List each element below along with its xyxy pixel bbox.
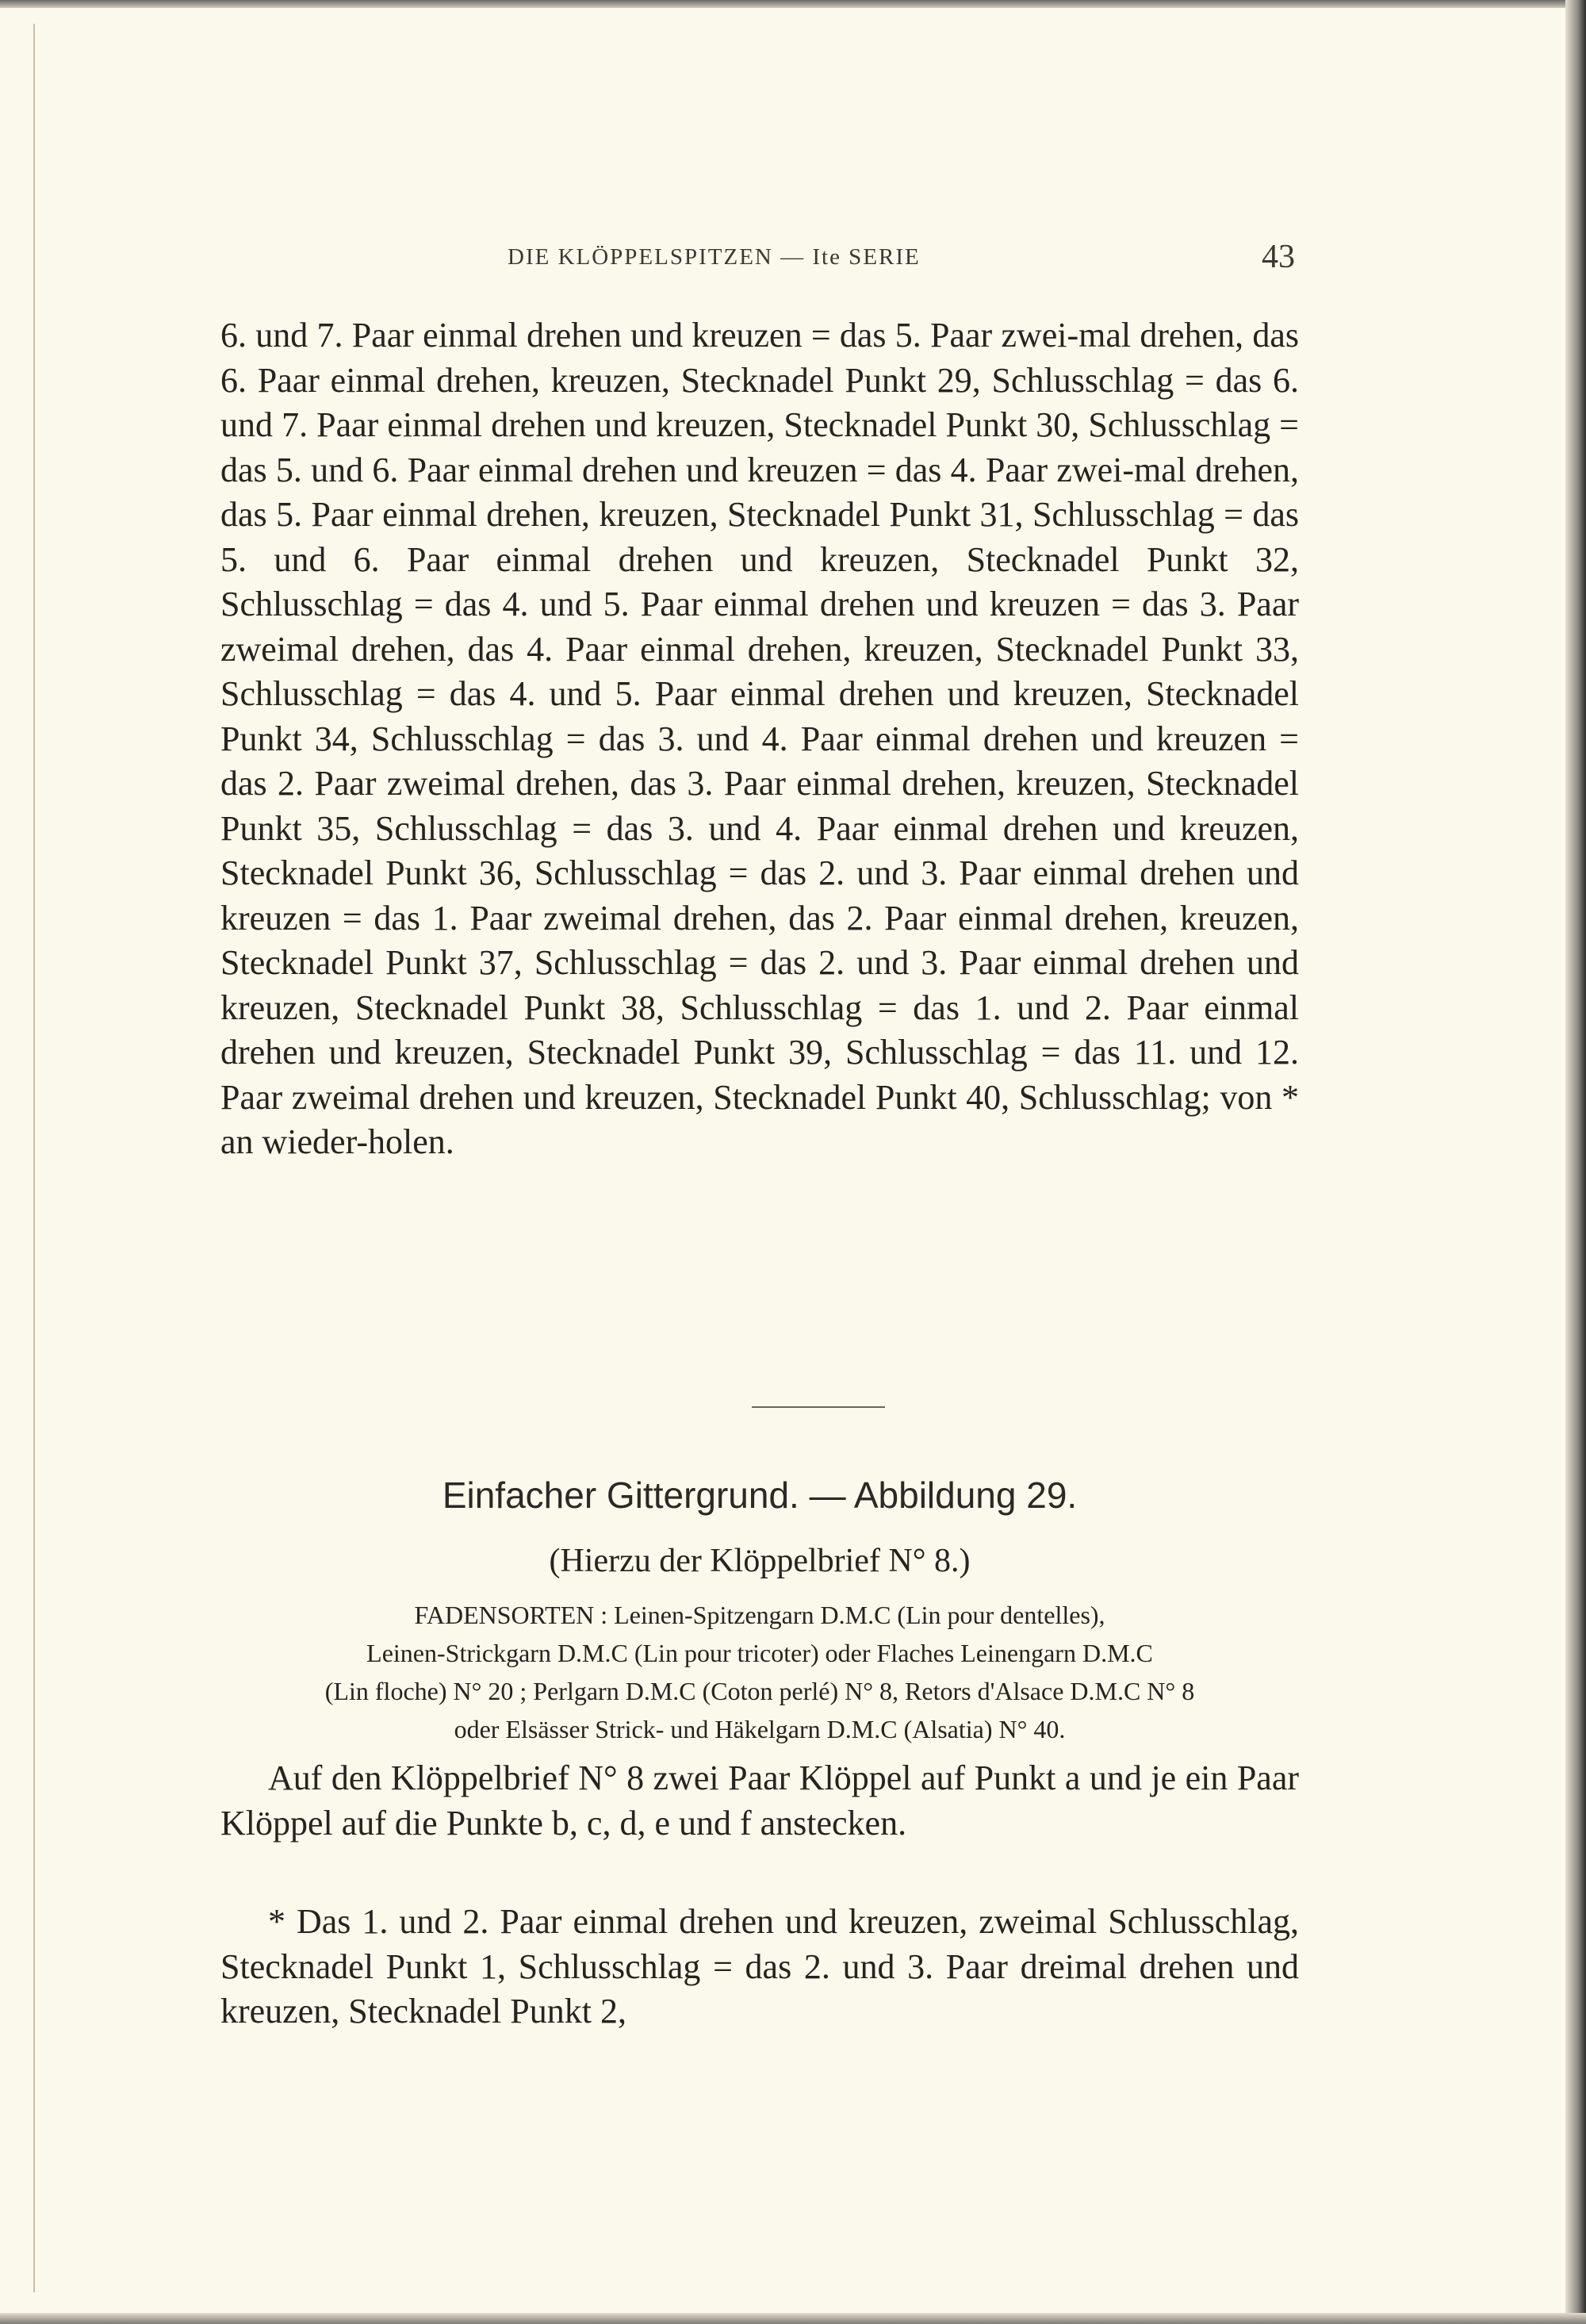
running-header: DIE KLÖPPELSPITZEN — Ite SERIE [508,244,921,270]
thread-line: oder Elsässer Strick- und Häkelgarn D.M.C (Alsatia) N° 40. [454,1715,1066,1743]
page-edge-top [0,0,1586,8]
page-edge-bottom [0,2313,1586,2324]
continuation-text: 6. und 7. Paar einmal drehen und kreuzen = das 5. Paar zwei-mal drehen, das 6. Paar einmal drehen, kreuzen, Stecknadel Punkt 29, Schlusschlag = das 6. und 7. Paar einmal drehen und kreuzen, Stecknadel Punkt 30, Schlusschlag = das 5. und 6. Paar einmal drehen und kreuzen = das 4. Paar zwei-mal drehen, das 5. Paar einmal drehen, kreuzen, Stecknadel Punkt 31, Schlusschlag = das 5. und 6. Paar einmal drehen und kreuzen, Stecknadel Punkt 32, Schlusschlag = das 4. und 5. Paar einmal drehen und kreuzen = das 3. Paar zweimal drehen, das 4. Paar einmal drehen, kreuzen, Stecknadel Punkt 33, Schlusschlag = das 4. und 5. Paar einmal drehen und kreuzen, Stecknadel Punkt 34, Schlusschlag = das 3. und 4. Paar einmal drehen und kreuzen = das 2. Paar zweimal drehen, das 3. Paar einmal drehen, kreuzen, Stecknadel Punkt 35, Schlusschlag = das 3. und 4. Paar einmal drehen und kreuzen, Stecknadel Punkt 36, Schlusschlag = das 2. und 3. Paar einmal drehen und kreuzen = das 1. Paar zweimal drehen, das 2. Paar einmal drehen, kreuzen, Stecknadel Punkt 37, Schlusschlag = das 2. und 3. Paar einmal drehen und kreuzen, Stecknadel Punkt 38, Schlusschlag = das 1. und 2. Paar einmal drehen und kreuzen, Stecknadel Punkt 39, Schlusschlag = das 11. und 12. Paar zweimal drehen und kreuzen, Stecknadel Punkt 40, Schlusschlag; von * an wieder-holen. [220,316,1299,1161]
instruction-text-2: * Das 1. und 2. Paar einmal drehen und kreuzen, zweimal Schlusschlag, Stecknadel Punkt 1, Schlusschlag = das 2. und 3. Paar dreimal drehen und kreuzen, Stecknadel Punkt 2, [220,1902,1299,2031]
instruction-paragraph-2 [220,1900,1299,2034]
thread-line: (Lin floche) N° 20 ; Perlgarn D.M.C (Coton perlé) N° 8, Retors d'Alsace D.M.C N° 8 [324,1677,1195,1705]
page-number: 43 [1262,239,1295,275]
page-edge-right [1565,0,1586,2324]
thread-types [238,1596,1281,1748]
instruction-paragraph-1 [220,1756,1299,1846]
thread-line: Leinen-Strickgarn D.M.C (Lin pour tricoter) oder Flaches Leinengarn D.M.C [366,1639,1153,1667]
section-subtitle: (Hierzu der Klöppelbrief N° 8.) [549,1543,971,1579]
section-title: Einfacher Gittergrund. — Abbildung 29. [442,1475,1078,1516]
section-divider [752,1406,885,1408]
page-edge-left [33,24,35,2292]
continuation-paragraph [220,313,1299,1165]
thread-line: FADENSORTEN : Leinen-Spitzengarn D.M.C (Lin pour dentelles), [414,1601,1105,1629]
instruction-text-1: Auf den Klöppelbrief N° 8 zwei Paar Klöppel auf Punkt a und je ein Paar Klöppel auf die Punkte b, c, d, e und f anstecken. [220,1758,1299,1843]
